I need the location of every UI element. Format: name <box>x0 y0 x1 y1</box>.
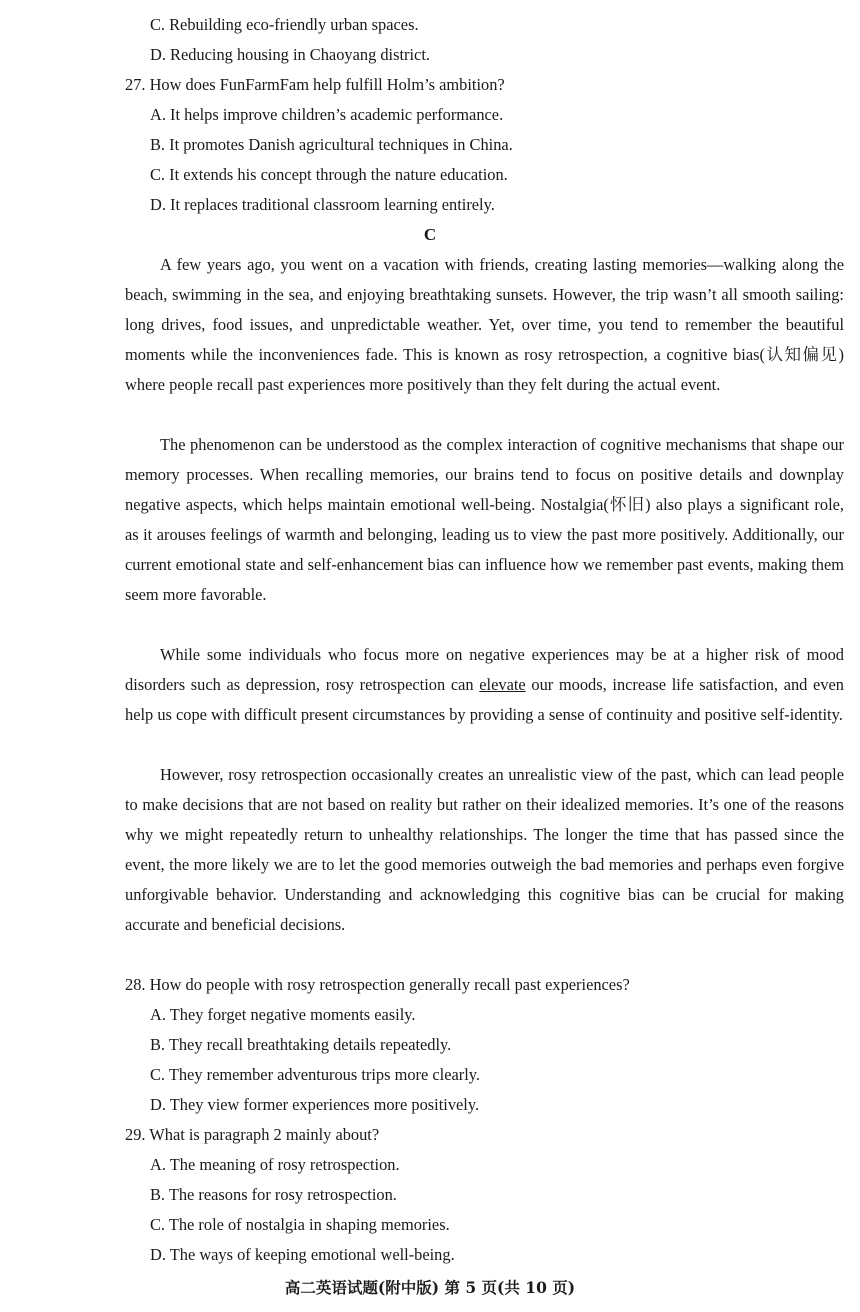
q26-option-d: D. Reducing housing in Chaoyang district. <box>150 45 430 64</box>
q28-option-c: C. They remember adventurous trips more clearly. <box>150 1065 480 1084</box>
section-title: C <box>423 225 437 244</box>
underlined-word: elevate <box>479 675 526 694</box>
passage-paragraph-1: A few years ago, you went on a vacation with friends, creating lasting memories—walking along the beach, swimming in the sea, and enjoying breathtaking sunsets. However, the trip wasn’t all smooth sailing: long drives, food issues, and unpredictable weather. Yet, over time, you tend to remember the beautiful moments while the inconveniences fade. This is known as rosy retrospection, a cognitive bias(认知偏见) where people recall past experiences more positively than they felt during the actual event. <box>125 255 844 394</box>
q28-option-b: B. They recall breathtaking details repeatedly. <box>150 1035 452 1054</box>
q29-option-b: B. The reasons for rosy retrospection. <box>150 1185 397 1204</box>
page-footer: 高二英语试题(附中版) 第 5 页(共 10 页) <box>284 1278 576 1297</box>
q29-option-d: D. The ways of keeping emotional well-being. <box>150 1245 455 1264</box>
q27-question: 27. How does FunFarmFam help fulfill Holm’s ambition? <box>125 75 505 94</box>
q28-question: 28. How do people with rosy retrospection generally recall past experiences? <box>125 975 630 994</box>
q26-option-c: C. Rebuilding eco-friendly urban spaces. <box>150 15 419 34</box>
q28-option-d: D. They view former experiences more positively. <box>150 1095 480 1114</box>
paragraph-3-text-start: While some individuals who focus more on negative experiences may be at a higher risk of mood disorders such as depression, rosy retrospection can <box>125 645 844 694</box>
q29-option-c: C. The role of nostalgia in shaping memories. <box>150 1215 450 1234</box>
q29-question: 29. What is paragraph 2 mainly about? <box>125 1125 380 1144</box>
passage-paragraph-2: The phenomenon can be understood as the complex interaction of cognitive mechanisms that shape our memory processes. When recalling memories, our brains tend to focus on positive details and downplay negative aspects, which helps maintain emotional well-being. Nostalgia(怀旧) also plays a significant role, as it arouses feelings of warmth and belonging, leading us to view the past more positively. Additionally, our current emotional state and self-enhancement bias can influence how we remember past events, making them seem more favorable. <box>125 435 844 604</box>
q29-option-a: A. The meaning of rosy retrospection. <box>150 1155 400 1174</box>
passage-paragraph-4: However, rosy retrospection occasionally creates an unrealistic view of the past, which can lead people to make decisions that are not based on reality but rather on their idealized memories. It’s one of the reasons why we might repeatedly return to unhealthy relationships. The longer the time that has passed since the event, the more likely we are to let the good memories outweigh the bad memories and perhaps even forgive unforgivable behavior. Understanding and acknowledging this cognitive bias can be crucial for making accurate and beneficial decisions. <box>125 765 844 934</box>
passage-paragraph-3 <box>125 640 844 730</box>
q28-option-a: A. They forget negative moments easily. <box>150 1005 416 1024</box>
paragraph-3-text-end: our moods, increase life satisfaction, and even help us cope with difficult present circumstances by providing a sense of continuity and positive self-identity. <box>125 675 844 724</box>
q27-option-d: D. It replaces traditional classroom learning entirely. <box>150 195 495 214</box>
q27-option-a: A. It helps improve children’s academic performance. <box>150 105 504 124</box>
q27-option-b: B. It promotes Danish agricultural techniques in China. <box>150 135 513 154</box>
q27-option-c: C. It extends his concept through the nature education. <box>150 165 508 184</box>
